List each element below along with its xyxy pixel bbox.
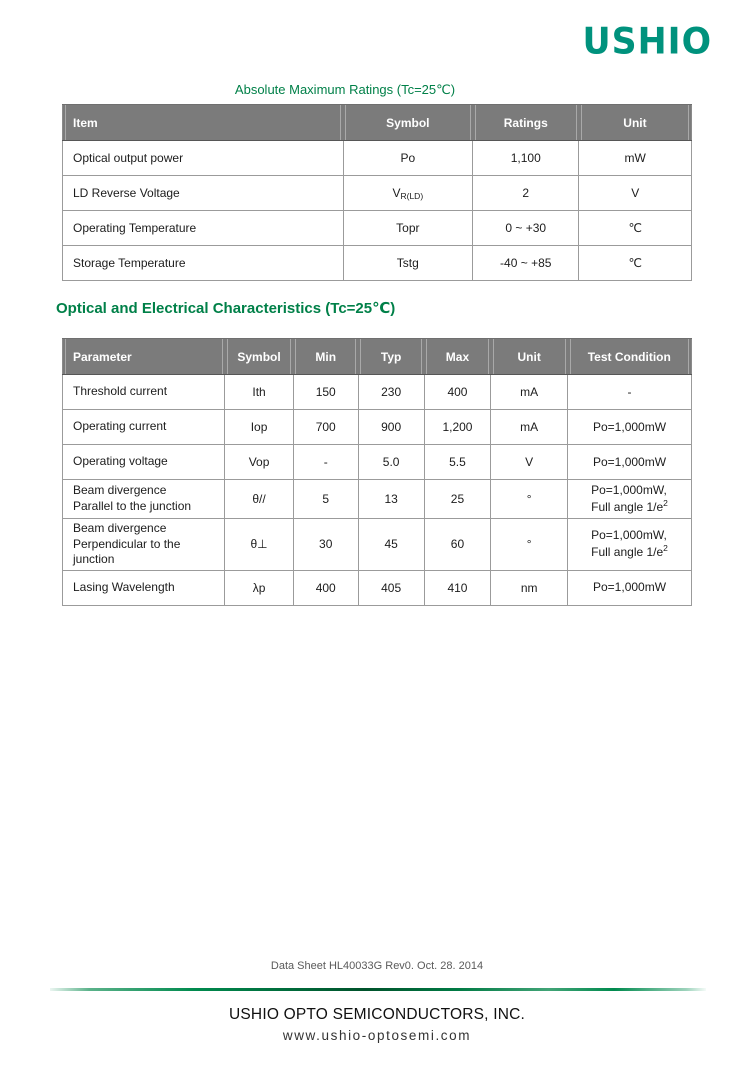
symbol-cell: Ith: [225, 375, 294, 410]
min-cell: 400: [293, 570, 358, 605]
unit-cell: ℃: [579, 246, 692, 281]
typ-cell: 13: [358, 480, 424, 519]
test-condition-cell: Po=1,000mW: [568, 410, 692, 445]
column-header-symbol: Symbol: [343, 105, 473, 141]
table-row: [63, 246, 692, 281]
column-header-min: Min: [293, 339, 358, 375]
optical-electrical-characteristics-table: [62, 338, 692, 606]
table-header-row: [63, 339, 692, 375]
typ-cell: 405: [358, 570, 424, 605]
column-header-max: Max: [424, 339, 491, 375]
ratings-cell: 1,100: [473, 141, 579, 176]
typ-cell: 45: [358, 519, 424, 571]
table-row: [63, 410, 692, 445]
max-cell: 410: [424, 570, 491, 605]
absolute-maximum-ratings-table: [62, 104, 692, 281]
item-cell: Storage Temperature: [63, 246, 344, 281]
typ-cell: 5.0: [358, 445, 424, 480]
max-cell: 25: [424, 480, 491, 519]
optical-electrical-characteristics-title: Optical and Electrical Characteristics (Tc=25℃): [56, 300, 396, 317]
parameter-cell: Lasing Wavelength: [63, 570, 225, 605]
item-cell: Optical output power: [63, 141, 344, 176]
max-cell: 1,200: [424, 410, 491, 445]
test-condition-cell: -: [568, 375, 692, 410]
test-condition-cell: Po=1,000mW: [568, 570, 692, 605]
max-cell: 60: [424, 519, 491, 571]
test-condition-cell: Po=1,000mW, Full angle $1/e^2$: [568, 519, 692, 571]
table-row: [63, 176, 692, 211]
symbol-cell: Po: [343, 141, 473, 176]
item-cell: Operating Temperature: [63, 211, 344, 246]
max-cell: 5.5: [424, 445, 491, 480]
symbol-cell: Tstg: [343, 246, 473, 281]
ushio-logo: USHIO: [582, 20, 712, 64]
column-header-symbol: Symbol: [225, 339, 294, 375]
min-cell: 5: [293, 480, 358, 519]
typ-cell: 230: [358, 375, 424, 410]
unit-cell: °: [491, 519, 568, 571]
column-header-parameter: Parameter: [63, 339, 225, 375]
table-row: [63, 141, 692, 176]
unit-cell: mA: [491, 410, 568, 445]
column-header-item: Item: [63, 105, 344, 141]
unit-cell: mW: [579, 141, 692, 176]
ratings-cell: 0 ~ +30: [473, 211, 579, 246]
table-row: [63, 480, 692, 519]
ratings-cell: -40 ~ +85: [473, 246, 579, 281]
test-condition-cell: Po=1,000mW, Full angle $1/e^2$: [568, 480, 692, 519]
parameter-cell: Beam divergence Parallel to the junction: [63, 480, 225, 519]
unit-cell: ℃: [579, 211, 692, 246]
column-header-test-condition: Test Condition: [568, 339, 692, 375]
min-cell: 700: [293, 410, 358, 445]
table-row: [63, 375, 692, 410]
column-header-unit: Unit: [491, 339, 568, 375]
company-website: www.ushio-optosemi.com: [282, 1028, 472, 1043]
parameter-cell: Operating voltage: [63, 445, 225, 480]
unit-cell: °: [491, 480, 568, 519]
table-row: [63, 445, 692, 480]
min-cell: 30: [293, 519, 358, 571]
datasheet-reference: Data Sheet HL40033G Rev0. Oct. 28. 2014: [270, 960, 484, 972]
unit-cell: mA: [491, 375, 568, 410]
symbol-cell: Vop: [225, 445, 294, 480]
table-header-row: [63, 105, 692, 141]
table-row: [63, 211, 692, 246]
unit-cell: V: [579, 176, 692, 211]
company-name: USHIO OPTO SEMICONDUCTORS, INC.: [228, 1006, 526, 1023]
unit-cell: V: [491, 445, 568, 480]
symbol-cell: θ⊥: [225, 519, 294, 571]
absolute-maximum-ratings-title: Absolute Maximum Ratings (Tc=25℃): [234, 82, 456, 97]
symbol-cell: $V_{R(LD)}$: [343, 176, 473, 211]
max-cell: 400: [424, 375, 491, 410]
ratings-cell: 2: [473, 176, 579, 211]
table-row: [63, 570, 692, 605]
min-cell: 150: [293, 375, 358, 410]
column-header-ratings: Ratings: [473, 105, 579, 141]
parameter-cell: Beam divergence Perpendicular to the junction: [63, 519, 225, 571]
symbol-cell: Topr: [343, 211, 473, 246]
symbol-cell: θ//: [225, 480, 294, 519]
item-cell: LD Reverse Voltage: [63, 176, 344, 211]
test-condition-cell: Po=1,000mW: [568, 445, 692, 480]
symbol-cell: Iop: [225, 410, 294, 445]
parameter-cell: Threshold current: [63, 375, 225, 410]
symbol-cell: λp: [225, 570, 294, 605]
min-cell: -: [293, 445, 358, 480]
unit-cell: nm: [491, 570, 568, 605]
footer-divider-rule: [50, 988, 706, 991]
typ-cell: 900: [358, 410, 424, 445]
table-row: [63, 519, 692, 571]
column-header-typ: Typ: [358, 339, 424, 375]
parameter-cell: Operating current: [63, 410, 225, 445]
column-header-unit: Unit: [579, 105, 692, 141]
